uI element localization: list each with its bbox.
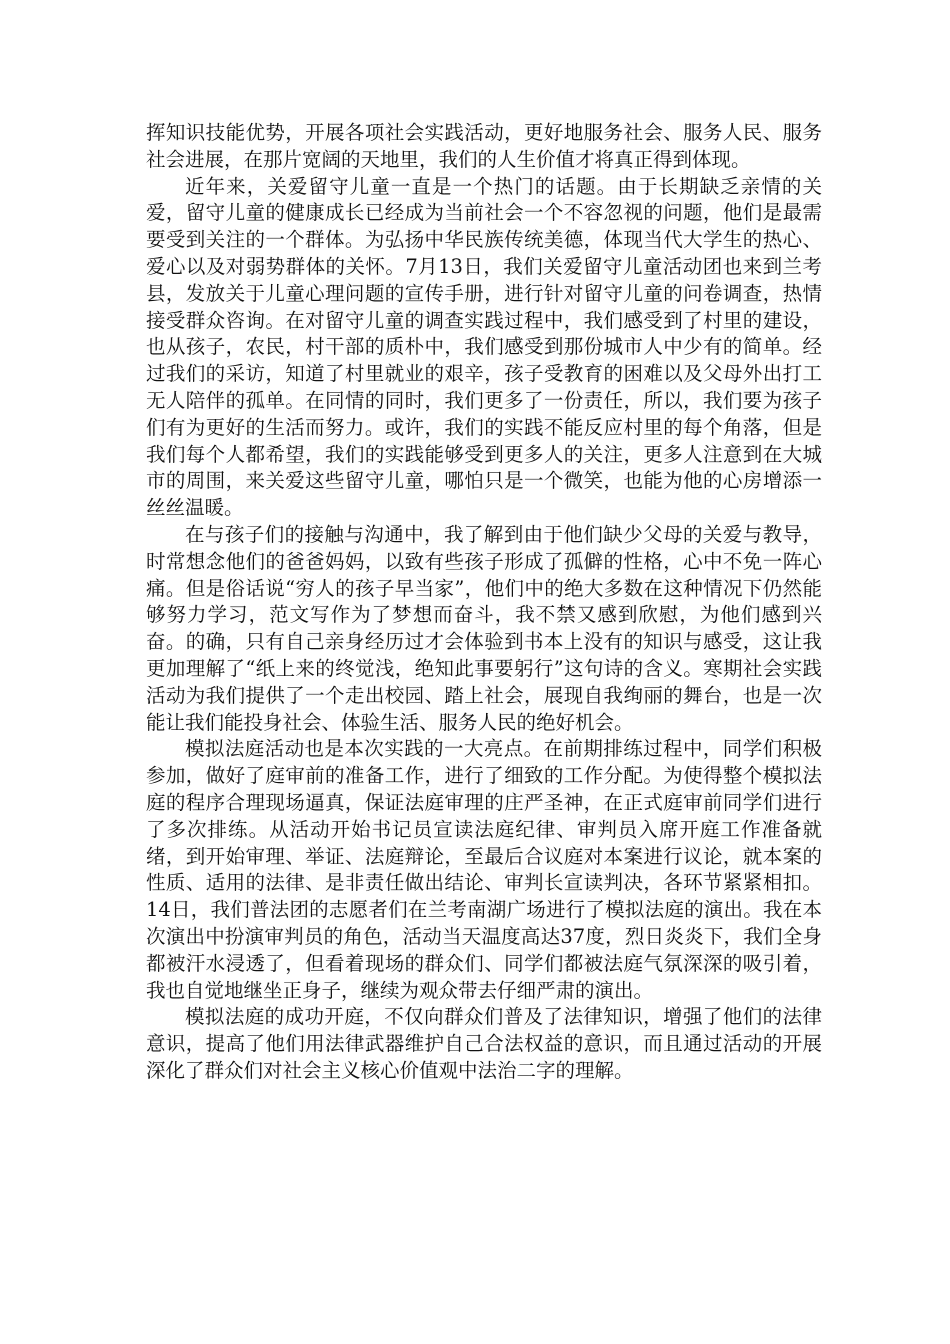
paragraph-mock-court: 模拟法庭活动也是本次实践的一大亮点。在前期排练过程中，同学们积极参加，做好了庭审前的准备工作，进行了细致的工作分配。为使得整个模拟法庭的程序合理现场逼真，保证法庭审理的庄严圣神，在正式庭审前同学们进行了多次排练。从活动开始书记员宣读法庭纪律、审判员入席开庭工作准备就绪，到开始审理、举证、法庭辩论，至最后合议庭对本案进行议论，就本案的性质、适用的法律、是非责任做出结论、审判长宣读判决，各环节紧紧相扣。14日，我们普法团的志愿者们在兰考南湖广场进行了模拟法庭的演出。我在本次演出中扮演审判员的角色，活动当天温度高达37度，烈日炎炎下，我们全身都被汗水浸透了，但看着现场的群众们、同学们都被法庭气氛深深的吸引着，我也自觉地继坐正身子，继续为观众带去仔细严肃的演出。 (146, 737, 822, 1002)
document-body (146, 120, 822, 1085)
paragraph-left-behind-children: 近年来，关爱留守儿童一直是一个热门的话题。由于长期缺乏亲情的关爱，留守儿童的健康成长已经成为当前社会一个不容忽视的问题，他们是最需要受到关注的一个群体。为弘扬中华民族传统美德，体现当代大学生的热心、爱心以及对弱势群体的关怀。7月13日，我们关爱留守儿童活动团也来到兰考县，发放关于儿童心理问题的宣传手册，进行针对留守儿童的问卷调查，热情接受群众咨询。在对留守儿童的调查实践过程中，我们感受到了村里的建设，也从孩子，农民，村干部的质朴中，我们感受到那份城市人中少有的简单。经过我们的采访，知道了村里就业的艰辛，孩子受教育的困难以及父母外出打工无人陪伴的孤单。在同情的同时，我们更多了一份责任，所以，我们要为孩子们有为更好的生活而努力。或许，我们的实践不能反应村里的每个角落，但是我们每个人都希望，我们的实践能够受到更多人的关注，更多人注意到在大城市的周围，来关爱这些留守儿童，哪怕只是一个微笑，也能为他的心房增添一丝丝温暖。 (146, 174, 822, 520)
paragraph-mock-court-success: 模拟法庭的成功开庭，不仅向群众们普及了法律知识，增强了他们的法律意识，提高了他们用法律武器维护自己合法权益的意识，而且通过活动的开展深化了群众们对社会主义核心价值观中法治二字的理解。 (146, 1005, 822, 1082)
paragraph-communication-with-children: 在与孩子们的接触与沟通中，我了解到由于他们缺少父母的关爱与教导，时常想念他们的爸爸妈妈，以致有些孩子形成了孤僻的性格，心中不免一阵心痛。但是俗话说“穷人的孩子早当家”，他们中的绝大多数在这种情况下仍然能够努力学习，范文写作为了梦想而奋斗，我不禁又感到欣慰，为他们感到兴奋。的确，只有自己亲身经历过才会体验到书本上没有的知识与感受，这让我更加理解了“纸上来的终觉浅，绝知此事要躬行”这句诗的含义。寒期社会实践活动为我们提供了一个走出校园、踏上社会，展现自我绚丽的舞台，也是一次能让我们能投身社会、体验生活、服务人民的绝好机会。 (146, 522, 822, 734)
paragraph-continuation: 挥知识技能优势，开展各项社会实践活动，更好地服务社会、服务人民、服务社会进展，在那片宽阔的天地里，我们的人生价值才将真正得到体现。 (146, 121, 822, 171)
